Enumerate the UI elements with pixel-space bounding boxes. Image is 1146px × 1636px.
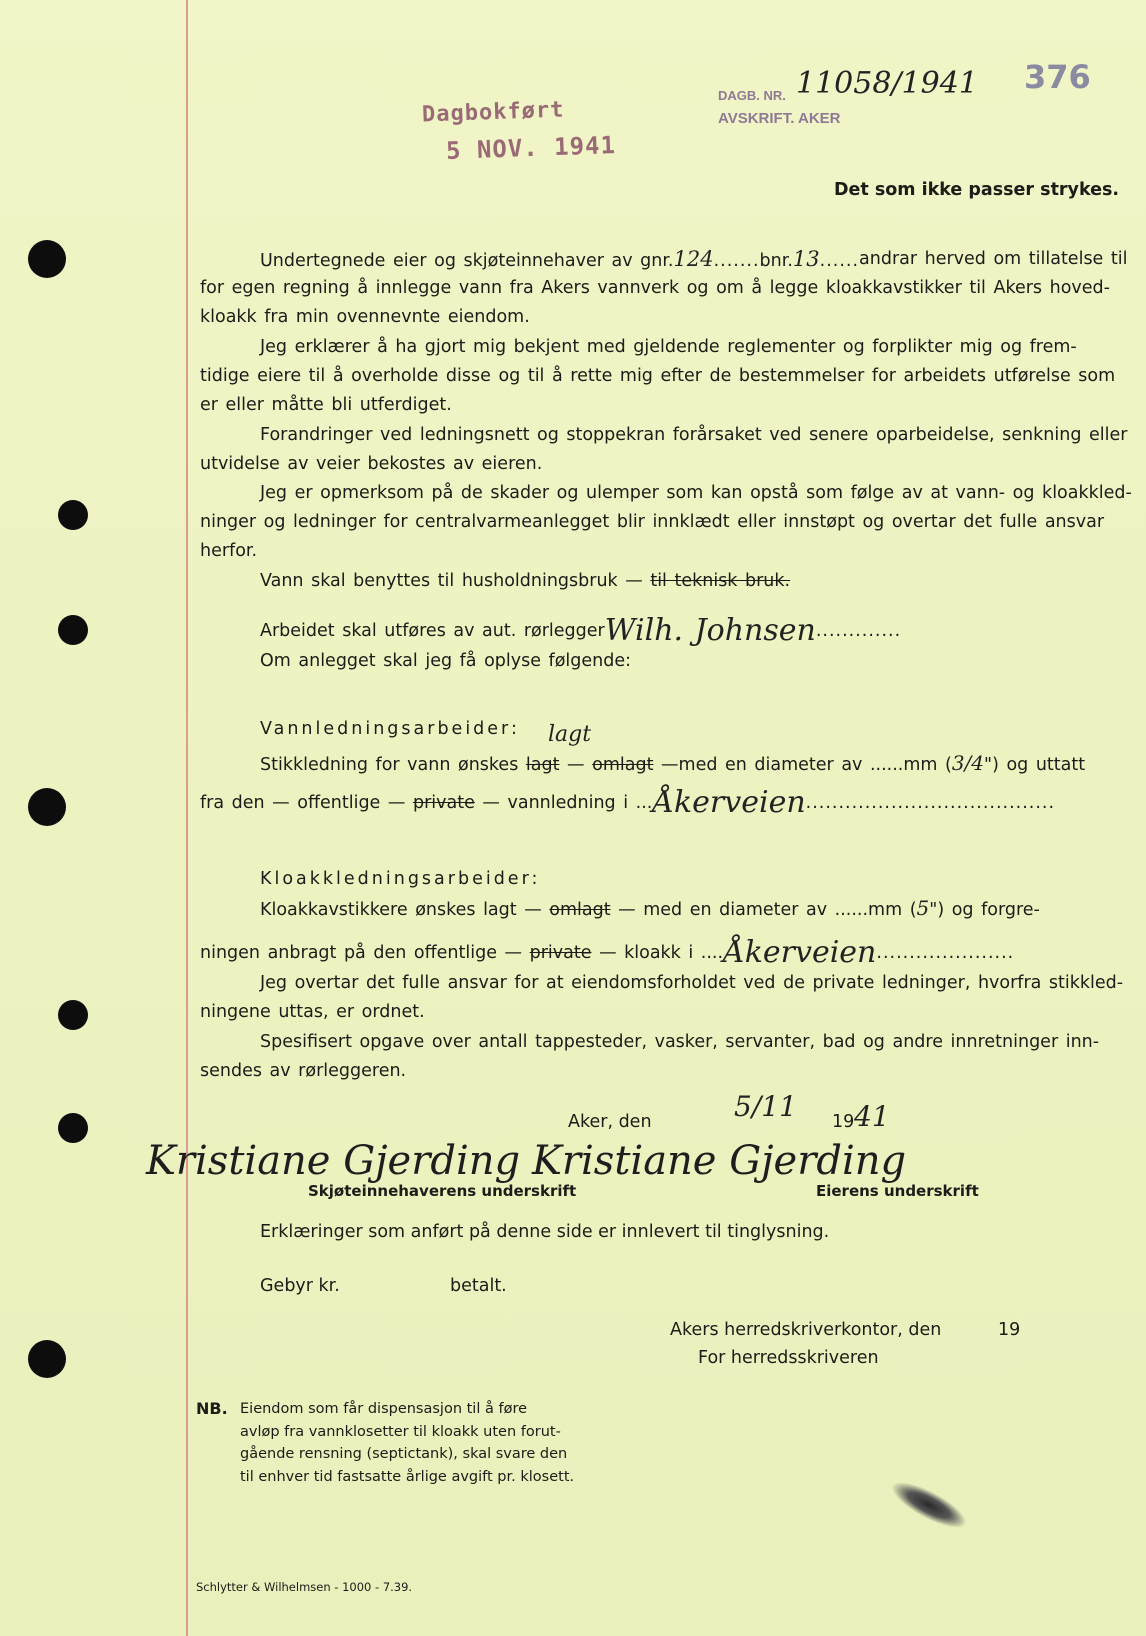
punch-hole-2 xyxy=(58,500,88,530)
office-year: 19 xyxy=(998,1320,1021,1340)
para3-line2: utvidelse av veier bekostes av eieren. xyxy=(200,454,543,474)
plumber-handwritten: Wilh. Johnsen xyxy=(604,613,816,648)
punch-hole-3 xyxy=(58,615,88,645)
printer-footer: Schlytter & Wilhelmsen - 1000 - 7.39. xyxy=(196,1580,413,1594)
para4-line1: Jeg er opmerksom på de skader og ulemper som kan opstå som følge av at vann- og kloakkled- xyxy=(260,483,1132,503)
punch-hole-5 xyxy=(58,1000,88,1030)
gnr-value: 124 xyxy=(673,247,714,271)
water-use-line: Vann skal benyttes til husholdningsbruk — til teknisk bruk. xyxy=(260,571,791,591)
sewer-street: Åkerveien xyxy=(723,935,877,970)
margin-line xyxy=(186,0,188,1636)
sewer-line1: Kloakkavstikkere ønskes lagt — omlagt — med en diameter av ......mm (5") og forgre- xyxy=(260,896,1040,920)
bnr-value: 13 xyxy=(792,247,820,271)
plumber-line: Arbeidet skal utføres av aut. rørlegger Wilh. Johnsen ............. xyxy=(260,613,902,648)
owner-signature: Kristiane Gjerding xyxy=(532,1138,907,1184)
ink-smudge xyxy=(887,1474,972,1535)
para2-line2: tidige eiere til å overholde disse og til å rette mig efter de bestemmelser for arbeidets utførelse som xyxy=(200,366,1116,386)
inform-line: Om anlegget skal jeg få oplyse følgende: xyxy=(260,651,632,671)
declarations-line: Erklæringer som anført på denne side er innlevert til tinglysning. xyxy=(260,1222,830,1242)
date-place: Aker, den xyxy=(568,1112,652,1132)
date-day: 5/11 xyxy=(734,1090,797,1123)
dagbokfort-stamp: Dagbokført xyxy=(421,97,565,128)
office-for: For herredsskriveren xyxy=(698,1348,879,1368)
para5-line1: Jeg overtar det fulle ansvar for at eiendomsforholdet ved de private ledninger, hvorfra stikkled- xyxy=(260,973,1124,993)
nb-line2: avløp fra vannklosetter til kloakk uten forut- xyxy=(240,1423,561,1440)
para4-line2: ninger og ledninger for centralvarmeanlegget blir innklædt eller innstøpt og overtar det fulle ansvar xyxy=(200,512,1105,532)
year-prefix: 19 xyxy=(832,1112,855,1132)
water-line1: Stikkledning for vann ønskes lagt — omlagt —med en diameter av ......mm (3/4") og uttatt xyxy=(260,751,1086,775)
para3-line1: Forandringer ved ledningsnett og stoppekran forårsaket ved senere oparbeidelse, senkning eller xyxy=(260,425,1128,445)
punch-hole-7 xyxy=(28,1340,66,1378)
sewer-section-heading: Kloakkledningsarbeider: xyxy=(260,869,541,889)
water-line2: fra den — offentlige — private — vannledning i ... Åkerveien ...................................... xyxy=(200,785,1056,820)
punch-hole-6 xyxy=(58,1113,88,1143)
dagb-nr-label: DAGB. NR. xyxy=(718,88,786,103)
header-note: Det som ikke passer strykes. xyxy=(834,180,1120,200)
holder-signature-label: Skjøteinnehaverens underskrift xyxy=(308,1182,577,1200)
fee-paid: betalt. xyxy=(450,1276,507,1296)
para6-line2: sendes av rørleggeren. xyxy=(200,1061,407,1081)
para4-line3: herfor. xyxy=(200,541,258,561)
page-number: 376 xyxy=(1024,58,1091,96)
sewer-diameter: 5 xyxy=(916,896,930,920)
para5-line2: ningene uttas, er ordnet. xyxy=(200,1002,425,1022)
date-stamp: 5 NOV. 1941 xyxy=(445,131,617,165)
punch-hole-1 xyxy=(28,240,66,278)
nb-line4: til enhver tid fastsatte årlige avgift pr. klosett. xyxy=(240,1468,575,1485)
fee-label: Gebyr kr. xyxy=(260,1276,340,1296)
hand-lagt: lagt xyxy=(548,722,592,747)
para1-line3: kloakk fra min ovennevnte eiendom. xyxy=(200,307,530,327)
water-section-heading: Vannledningsarbeider: xyxy=(260,719,520,739)
water-diameter: 3/4 xyxy=(951,751,985,775)
nb-line1: Eiendom som får dispensasjon til å føre xyxy=(240,1401,528,1417)
office-line: Akers herredskriverkontor, den xyxy=(670,1320,942,1340)
para2-line1: Jeg erklærer å ha gjort mig bekjent med gjeldende reglementer og forplikter mig og frem- xyxy=(260,337,1077,357)
nb-line3: gående rensning (septictank), skal svare den xyxy=(240,1446,568,1462)
nb-tag: NB. xyxy=(196,1399,228,1418)
struck-technical-use: til teknisk bruk. xyxy=(650,571,791,591)
holder-signature: Kristiane Gjerding xyxy=(146,1138,521,1184)
para1-line2: for egen regning å innlegge vann fra Akers vannverk og om å legge kloakkavstikker til Akers hoved- xyxy=(200,278,1110,298)
water-street: Åkerveien xyxy=(652,785,806,820)
year-suffix: 41 xyxy=(854,1100,890,1133)
para2-line3: er eller måtte bli utferdiget. xyxy=(200,395,452,415)
para6-line1: Spesifisert opgave over antall tappesteder, vasker, servanter, bad og andre innretninger inn- xyxy=(260,1032,1100,1052)
owner-signature-label: Eierens underskrift xyxy=(816,1182,979,1200)
avskrift-stamp: AVSKRIFT. AKER xyxy=(718,110,841,127)
para1-line1: Undertegnede eier og skjøteinnehaver av gnr.124....... bnr.13...... andrar herved om tillatelse til xyxy=(260,247,1128,271)
punch-hole-4 xyxy=(28,788,66,826)
nb-note xyxy=(196,1398,574,1488)
dagb-nr-value: 11058/1941 xyxy=(796,66,978,101)
sewer-line2: ningen anbragt på den offentlige — private — kloakk i .... Åkerveien ..................... xyxy=(200,935,1015,970)
